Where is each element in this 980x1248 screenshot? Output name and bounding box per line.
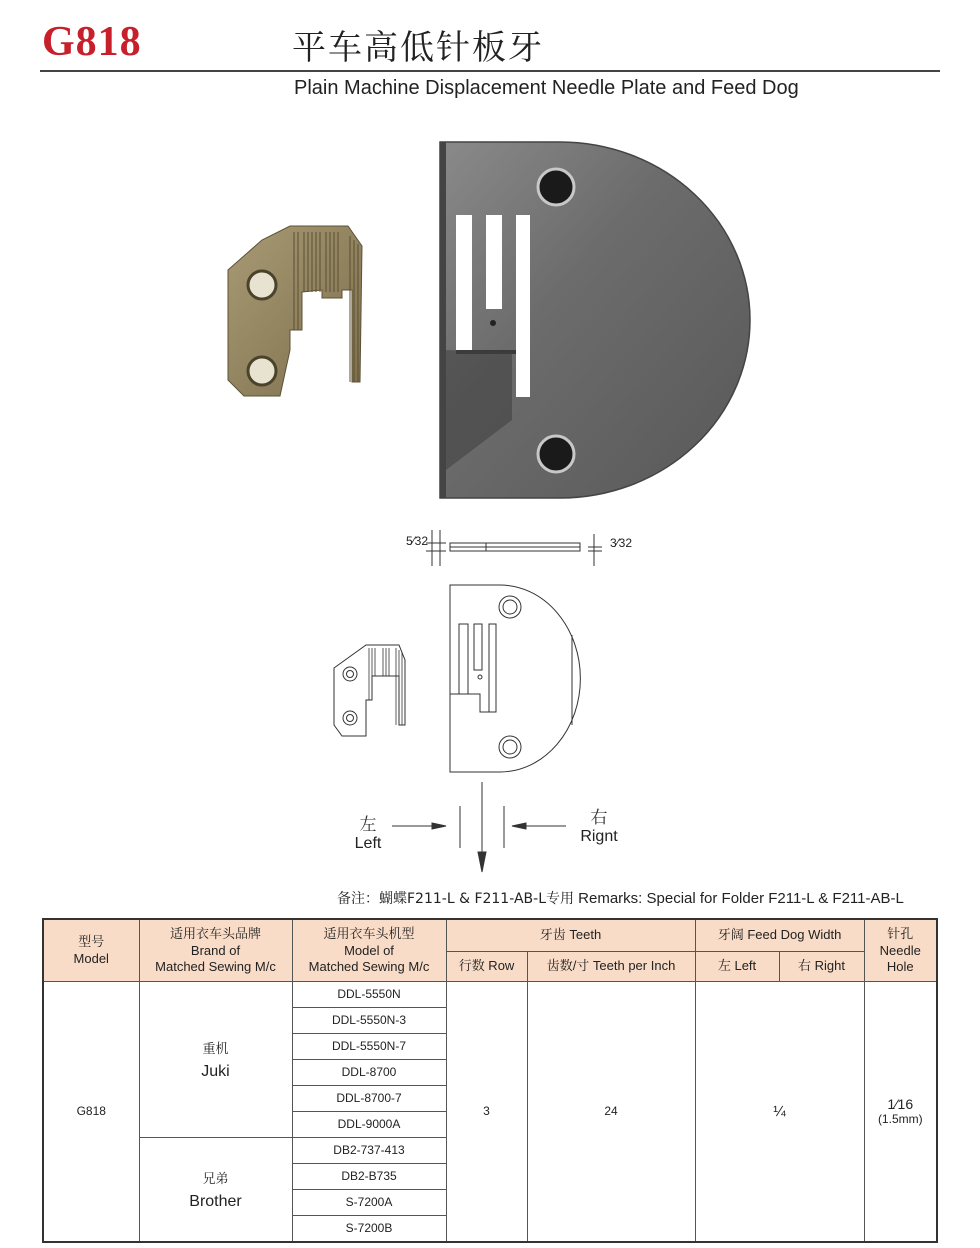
page-title-en: Plain Machine Displacement Needle Plate and Feed Dog (294, 77, 799, 99)
header-width: 牙阔 Feed Dog Width (695, 919, 864, 951)
remarks (337, 888, 904, 908)
header-model: 型号 Model (43, 919, 139, 981)
cell-brand-brother: 兄弟 Brother (139, 1137, 292, 1242)
table-row: DB2-B735 (292, 1163, 446, 1189)
cell-hole: 1⁄16 (1.5mm) (864, 981, 937, 1242)
direction-arrows (392, 782, 566, 872)
header-teeth: 牙齿 Teeth (446, 919, 695, 951)
remarks-cn: 备注：蝴蝶F211-L & F211-AB-L专用 (337, 891, 574, 907)
outline-drawing (334, 585, 580, 772)
header-tpi: 齿数/寸 Teeth per Inch (527, 951, 695, 981)
table-row: DDL-5550N-3 (292, 1007, 446, 1033)
table-row: S-7200A (292, 1189, 446, 1215)
table-row: DDL-5550N-7 (292, 1033, 446, 1059)
cell-row: 3 (446, 981, 527, 1242)
right-label (576, 803, 622, 846)
right-label-cn: 右 (590, 808, 608, 828)
dim-right-label: 3⁄32 (610, 536, 633, 550)
left-label-cn: 左 (359, 815, 377, 835)
spec-table (42, 918, 938, 1243)
table-row: S-7200B (292, 1215, 446, 1242)
product-code: G818 (42, 19, 142, 65)
cell-brand-juki: 重机 Juki (139, 981, 292, 1137)
right-label-en: Rignt (580, 828, 618, 845)
header-hole: 针孔 Needle Hole (864, 919, 937, 981)
left-label-en: Left (354, 835, 382, 852)
cell-width: ¼ (695, 981, 864, 1242)
thickness-drawing (426, 530, 602, 566)
header-brand: 适用衣车头品牌 Brand of Matched Sewing M/c (139, 919, 292, 981)
header-right: 右 Right (779, 951, 864, 981)
table-row: DB2-737-413 (292, 1137, 446, 1163)
header-left: 左 Left (695, 951, 779, 981)
cell-tpi: 24 (527, 981, 695, 1242)
header-machine-model: 适用衣车头机型 Model of Matched Sewing M/c (292, 919, 446, 981)
table-row: DDL-5550N (292, 981, 446, 1007)
feed-dog-photo (228, 226, 362, 396)
table-row: DDL-8700-7 (292, 1085, 446, 1111)
needle-plate-photo (440, 142, 750, 498)
header-row: 行数 Row (446, 951, 527, 981)
remarks-en: Remarks: Special for Folder F211-L & F211-AB-L (578, 890, 904, 907)
dim-left-label: 5⁄32 (406, 534, 429, 548)
left-label (350, 810, 386, 853)
cell-model: G818 (43, 981, 139, 1242)
table-row: DDL-9000A (292, 1111, 446, 1137)
table-row: DDL-8700 (292, 1059, 446, 1085)
page-title-cn: 平车高低针板牙 (292, 28, 544, 68)
